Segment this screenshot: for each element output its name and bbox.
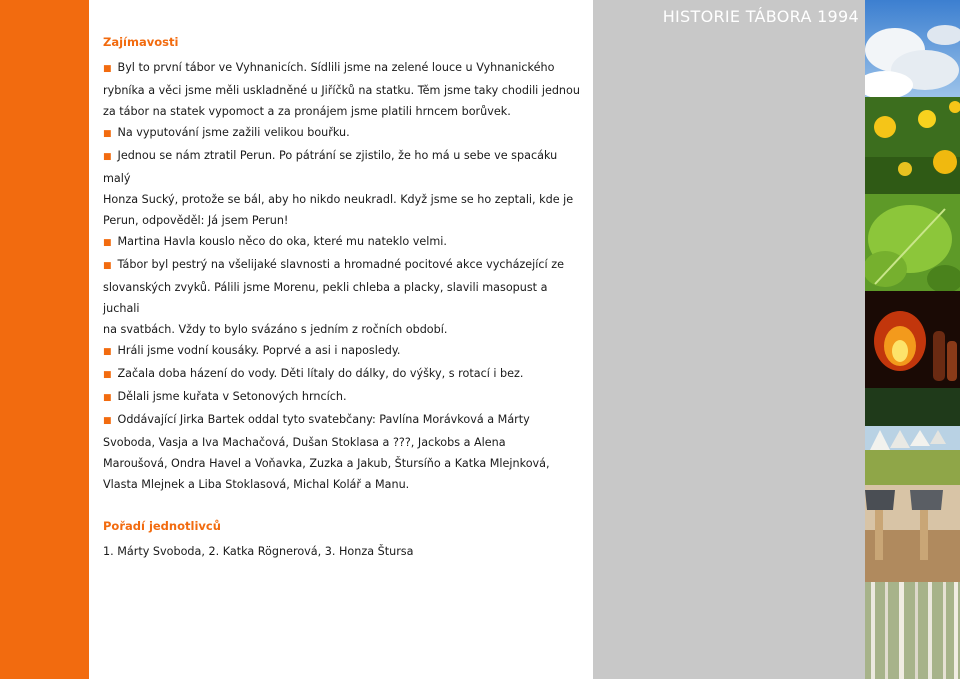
bullet-icon: ■ [103, 261, 112, 271]
ranking-text: 1. Márty Svoboda, 2. Katka Rögnerová, 3. Honza Štursa [103, 545, 414, 558]
fact-text: Jednou se nám ztratil Perun. Po pátrání se zjistilo, že ho má u sebe ve spacáku malý [103, 149, 558, 185]
fact-text: slovanských zvyků. Pálili jsme Morenu, pekli chleba a placky, slavili masopust a juchali [103, 281, 548, 315]
page-title: HISTORIE TÁBORA 1994 [662, 7, 859, 26]
facts-list [103, 57, 581, 495]
fact-item-line [103, 474, 581, 495]
fact-item-line [103, 386, 581, 409]
fact-text: Vlasta Mlejnek a Liba Stoklasová, Michal Kolář a Manu. [103, 478, 410, 491]
photo-strip [865, 0, 960, 679]
main-content [103, 32, 581, 562]
fact-text: Svoboda, Vasja a Iva Machačová, Dušan Stoklasa a ???, Jackobs a Alena [103, 436, 506, 449]
fact-item-line [103, 319, 581, 340]
photo-birch-forest [865, 582, 960, 679]
photo-axes-on-log [865, 485, 960, 582]
fact-item-line [103, 453, 581, 474]
bullet-icon: ■ [103, 370, 112, 380]
fact-item-line [103, 432, 581, 453]
fact-item-line [103, 101, 581, 122]
fact-item-line [103, 254, 581, 277]
fact-item-line [103, 409, 581, 432]
photo-campfire [865, 291, 960, 388]
fact-text: za tábor na statek vypomoct a za pronájem jsme platili hrncem borůvek. [103, 105, 511, 118]
fact-text: Honza Sucký, protože se bál, aby ho nikdo neukradl. Když jsme se ho zeptali, kde je [103, 193, 574, 206]
bullet-icon: ■ [103, 238, 112, 248]
fact-item-line [103, 122, 581, 145]
fact-text: Maroušová, Ondra Havel a Voňavka, Zuzka a Jakub, Štursíňo a Katka Mlejnková, [103, 457, 550, 470]
fact-text: Martina Havla kouslo něco do oka, které mu nateklo velmi. [117, 235, 447, 248]
bullet-icon: ■ [103, 152, 112, 162]
fact-text: na svatbách. Vždy to bylo svázáno s jedním z ročních období. [103, 323, 448, 336]
fact-item-line [103, 363, 581, 386]
photo-tents-in-meadow [865, 388, 960, 485]
fact-text: Na vyputování jsme zažili velikou bouřku. [117, 126, 350, 139]
bullet-icon: ■ [103, 416, 112, 426]
fact-text: Perun, odpověděl: Já jsem Perun! [103, 214, 289, 227]
fact-item-line [103, 210, 581, 231]
fact-item-line [103, 80, 581, 101]
fact-item-line [103, 145, 581, 189]
fact-text: Začala doba házení do vody. Děti lítaly do dálky, do výšky, s rotací i bez. [117, 367, 524, 380]
fact-item-line [103, 231, 581, 254]
bullet-icon: ■ [103, 393, 112, 403]
section-heading-poradi: Pořadí jednotlivců [103, 519, 221, 533]
side-panel [593, 0, 865, 679]
bullet-icon: ■ [103, 347, 112, 357]
bullet-icon: ■ [103, 129, 112, 139]
bullet-icon: ■ [103, 64, 112, 74]
fact-item-line [103, 340, 581, 363]
photo-sky-clouds [865, 0, 960, 97]
fact-text: Dělali jsme kuřata v Setonových hrncích. [117, 390, 347, 403]
photo-dandelions [865, 97, 960, 194]
fact-item-line [103, 277, 581, 319]
fact-text: Byl to první tábor ve Vyhnanicích. Sídlili jsme na zelené louce u Vyhnanického [117, 61, 555, 74]
fact-text: Tábor byl pestrý na všelijaké slavnosti a hromadné pocitové akce vycházející ze [117, 258, 564, 271]
fact-text: Hráli jsme vodní kousáky. Poprvé a asi i naposledy. [117, 344, 401, 357]
section-heading-zajimavosti: Zajímavosti [103, 35, 179, 49]
fact-text: rybníka a věci jsme měli uskladněné u Jiříčků na statku. Těm jsme taky chodili jednou [103, 84, 580, 97]
fact-text: Oddávající Jirka Bartek oddal tyto svatebčany: Pavlína Morávková a Márty [117, 413, 530, 426]
left-accent-bar [0, 0, 89, 679]
fact-item-line [103, 189, 581, 210]
photo-oak-leaves [865, 194, 960, 291]
fact-item-line [103, 57, 581, 80]
